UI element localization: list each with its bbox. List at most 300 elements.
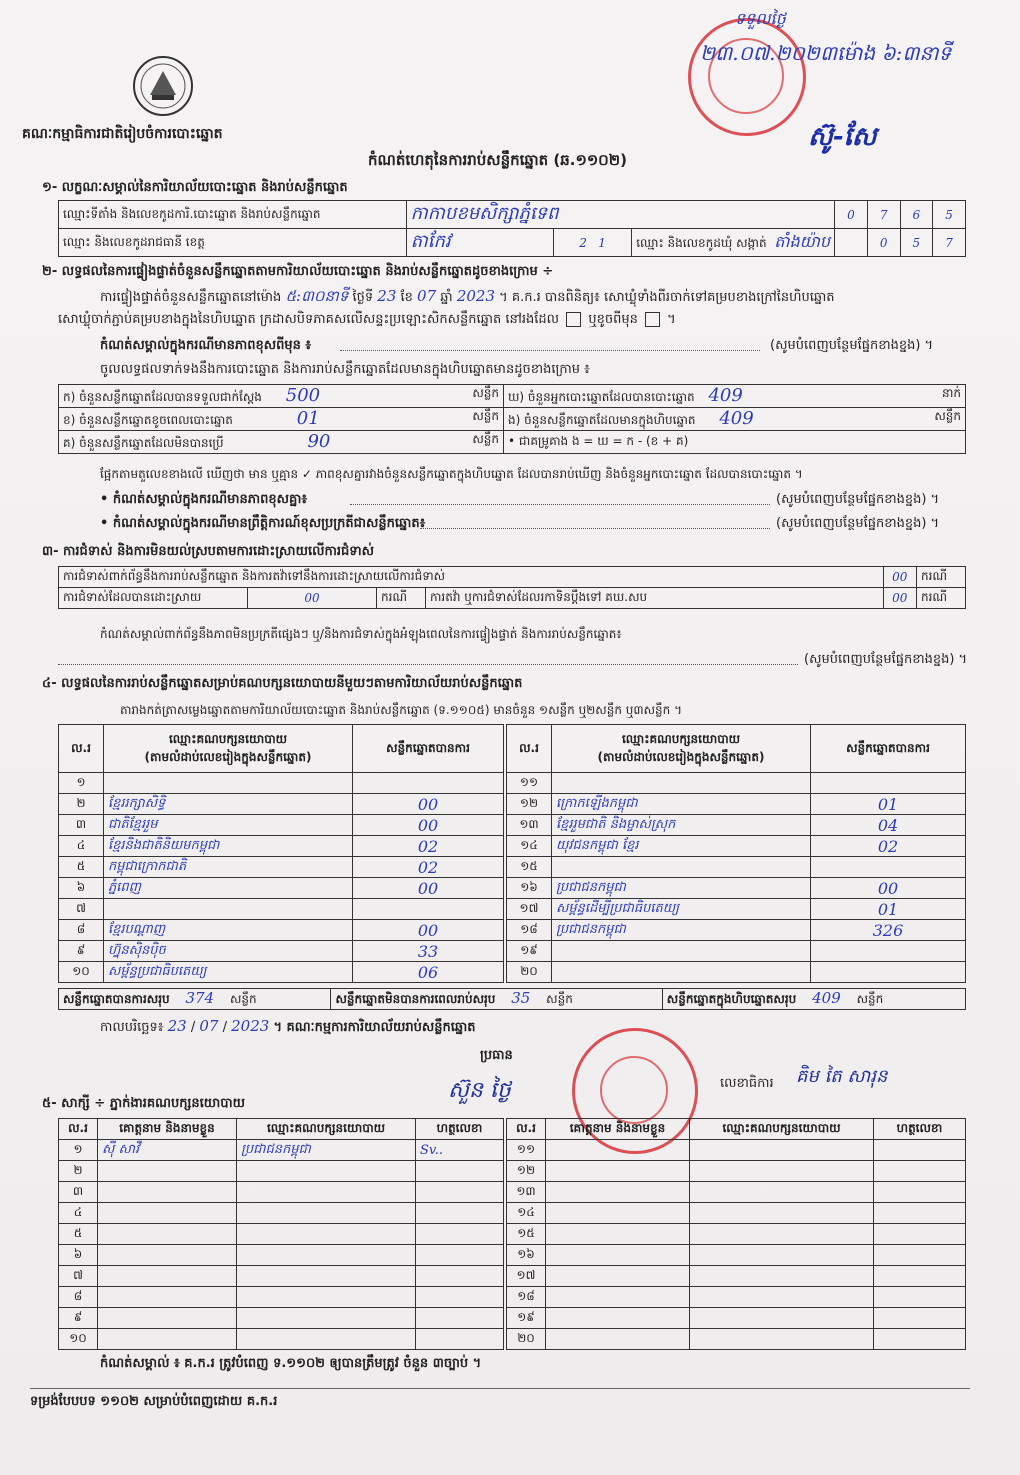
agent-row-name	[98, 1161, 237, 1182]
vote-row-no: ៣	[59, 815, 104, 836]
vote-row-party: ខ្មែរនិងជាតិនិយមកម្ពុជា	[104, 836, 353, 857]
check-line-1	[100, 288, 835, 306]
vote-row-no: ៧	[59, 899, 104, 920]
total-box-label: សន្លឹកឆ្នោតក្នុងហិបឆ្នោតសរុប	[666, 992, 797, 1006]
row-ng-unit: សន្លឹក	[934, 409, 961, 423]
complaints-table	[58, 566, 966, 609]
agent-row-no: ១០	[59, 1329, 98, 1350]
station-table	[58, 200, 966, 257]
check-line-2b: ឬខូចពីមុន	[588, 312, 638, 327]
total-box-unit: សន្លឹក	[856, 992, 884, 1006]
total-valid-unit: សន្លឹក	[229, 992, 257, 1006]
vote-row-no: ៨	[59, 920, 104, 941]
seal-name-handwritten: ស៊ូ-សែ	[808, 122, 877, 152]
vote-row-no: ១៦	[507, 878, 552, 899]
section3-note-line	[58, 664, 798, 665]
station-code-2: 7	[867, 201, 900, 229]
agent-row-name	[546, 1287, 690, 1308]
row-c-unit: សន្លឹក	[472, 432, 499, 446]
complaints-unit: ករណី	[917, 567, 966, 588]
agent-row-sign	[874, 1161, 966, 1182]
agent-row-party	[690, 1245, 874, 1266]
difference-note-line	[340, 350, 760, 351]
vote-row-party: ក្រោកឡើងកម្ពុជា	[552, 794, 811, 815]
agent-row-party	[237, 1329, 416, 1350]
row-c-label: គ) ចំនួនសន្លឹកឆ្នោតដែលមិនបានប្រើ	[63, 436, 224, 450]
vote-row-party: សម្ព័ន្ធដើម្បីប្រជាធិបតេយ្យ	[552, 899, 811, 920]
vote-row-votes: 33	[353, 941, 504, 962]
complaints-label: ការជំទាស់ពាក់ព័ន្ធនឹងការរាប់សន្លឹកឆ្នោត និងការតវ៉ាទៅនឹងការដោះស្រាយលើការជំទាស់	[59, 567, 884, 588]
resolved-unit: ករណី	[377, 588, 426, 609]
vote-row-right	[507, 773, 966, 794]
agent-row-sign	[874, 1140, 966, 1161]
agent-row-right	[507, 1224, 966, 1245]
vote-row-right	[507, 878, 966, 899]
agent-row-name	[98, 1287, 237, 1308]
vote-row-no: ១៩	[507, 941, 552, 962]
vote-row-left	[59, 815, 504, 836]
vote-row-votes: 00	[353, 815, 504, 836]
vote-row-party	[552, 857, 811, 878]
agent-row-no: ៨	[59, 1287, 98, 1308]
votes-table-right	[506, 724, 966, 983]
row-a-value: 500	[285, 385, 321, 406]
vote-row-left	[59, 962, 504, 983]
agent-row-party: ប្រជាជនកម្ពុជា	[237, 1140, 416, 1161]
vote-row-no: ២	[59, 794, 104, 815]
agent-row-party	[690, 1266, 874, 1287]
agent-row-party	[690, 1224, 874, 1245]
agent-row-name: ស៊ី សាវី	[98, 1140, 237, 1161]
agents-table-right	[506, 1118, 966, 1350]
province-code	[553, 229, 631, 257]
agent-row-name	[546, 1161, 690, 1182]
agent-row-party	[690, 1329, 874, 1350]
agent-row-party	[237, 1266, 416, 1287]
agent-row-sign	[874, 1203, 966, 1224]
appeal-label: ការតវ៉ា ឬការជំទាស់ដែលរកាទិនប្ដឹងទៅ គឃ.សប	[426, 588, 884, 609]
bullet1-line	[350, 504, 770, 505]
vote-row-party: ហ្វ៊ុនស៊ិនប៉ិច	[104, 941, 353, 962]
vote-row-right	[507, 815, 966, 836]
agent-row-no: ១២	[507, 1161, 546, 1182]
vote-row-left	[59, 773, 504, 794]
vote-row-votes: 02	[811, 836, 966, 857]
agent-row-party	[237, 1245, 416, 1266]
agent-row-left	[59, 1266, 504, 1287]
agent-row-party	[237, 1161, 416, 1182]
vote-row-no: ១៨	[507, 920, 552, 941]
agent-row-left	[59, 1308, 504, 1329]
agent-row-no: ១៨	[507, 1287, 546, 1308]
vote-row-party: ខ្មែររក្សាសិទ្ធិ	[104, 794, 353, 815]
vote-row-party	[552, 941, 811, 962]
vote-row-party: ប្រជាជនកម្ពុជា	[552, 920, 811, 941]
section1-heading: ១- លក្ខណៈសម្គាល់នៃការិយាល័យបោះឆ្នោត និងរាប់សន្លឹកឆ្នោត	[42, 180, 348, 195]
agents-col-sign: ហត្ថលេខា	[416, 1119, 504, 1140]
agent-row-party	[237, 1224, 416, 1245]
agent-row-no: ១៥	[507, 1224, 546, 1245]
appeal-unit: ករណី	[917, 588, 966, 609]
agent-row-sign	[874, 1245, 966, 1266]
agents-table-left	[58, 1118, 504, 1350]
difference-fill-note: (សូមបំពេញបន្ថែមផ្នែកខាងខ្នង) ។	[770, 338, 934, 353]
agent-row-sign	[874, 1182, 966, 1203]
agent-row-party	[237, 1203, 416, 1224]
total-valid-label: សន្លឹកឆ្នោតបានការសរុប	[63, 992, 170, 1006]
vote-row-votes: 01	[811, 794, 966, 815]
agent-row-sign	[416, 1224, 504, 1245]
section5-heading: ៥- សាក្សី ÷ ភ្នាក់ងារគណបក្សនយោបាយ	[42, 1096, 245, 1111]
agents-col-no-right: ល.រ	[507, 1119, 546, 1140]
date-year: 2023	[231, 1017, 270, 1035]
agent-row-left	[59, 1224, 504, 1245]
votes-col-no: ល.រ	[59, 725, 104, 773]
vote-row-no: ១	[59, 773, 104, 794]
agent-row-sign	[874, 1329, 966, 1350]
check-line-1b: ថ្ងៃទី	[352, 290, 374, 305]
agent-row-party	[690, 1308, 874, 1329]
agent-row-right	[507, 1203, 966, 1224]
total-invalid-value: 35	[511, 989, 531, 1007]
vote-row-no: ១៣	[507, 815, 552, 836]
received-label: ទទួលថ្ងៃ	[735, 9, 786, 28]
vote-row-party: កម្ពុជាក្រោកជាតិ	[104, 857, 353, 878]
agent-row-name	[546, 1203, 690, 1224]
agent-row-sign	[416, 1329, 504, 1350]
date-line: កាលបរិច្ឆេទ៖ 23 / 07 / 2023 ។ គណៈកម្មការការិយាល័យរាប់សន្លឹកឆ្នោត	[100, 1017, 476, 1035]
section3-note: កំណត់សម្គាល់ពាក់ព័ន្ធនឹងភាពមិនប្រក្រតីផ្សេងៗ ឬ/និងការជំទាស់ក្នុងអំឡុងពេលនៃការផ្ទៀងផ្ទាត់ និងការរាប់សន្លឹកឆ្នោត៖	[100, 627, 622, 641]
section4-heading: ៤- លទ្ធផលនៃការរាប់សន្លឹកឆ្នោតសម្រាប់គណបក្សនយោបាយនីមួយៗតាមការិយាល័យរាប់សន្លឹកឆ្នោត	[42, 676, 523, 691]
check-time-handwritten: ៥:៣០នាទី	[285, 287, 349, 305]
vote-row-votes	[811, 941, 966, 962]
vote-row-no: ៥	[59, 857, 104, 878]
agent-row-left	[59, 1182, 504, 1203]
vote-row-party: ខ្មែរបណ្ដាញ	[104, 920, 353, 941]
footer-text: ទម្រង់បែបបទ ១១០២ សម្រាប់បំពេញដោយ គ.ក.រ	[30, 1394, 278, 1409]
vote-row-no: ៦	[59, 878, 104, 899]
check-month-handwritten: 07	[417, 287, 437, 305]
agent-row-no: ៣	[59, 1182, 98, 1203]
vote-row-votes: 00	[811, 878, 966, 899]
agent-row-sign	[874, 1224, 966, 1245]
agent-row-party	[690, 1182, 874, 1203]
vote-row-party: ជាតិខ្មែររួម	[104, 815, 353, 836]
station-code-4: 5	[933, 201, 966, 229]
check-line-1a: ការផ្ទៀងផ្ទាត់ចំនួនសន្លឹកឆ្នោតនៅម៉ោង	[100, 290, 282, 305]
vote-row-no: ១០	[59, 962, 104, 983]
row-a-unit: សន្លឹក	[472, 386, 499, 400]
results-intro: ចូលលទ្ធផលទាក់ទងនឹងការបោះឆ្នោត និងការរាប់សន្លឹកឆ្នោតដែលមានក្នុងហិបឆ្នោតមានដូចខាងក្រោម ៖	[100, 362, 590, 377]
commission-name: គណៈកម្មាធិការជាតិរៀបចំការបោះឆ្នោត	[22, 126, 223, 142]
votes-col-votes: សន្លឹកឆ្នោតបានការ	[353, 725, 504, 773]
section5-note: កំណត់សម្គាល់ ៖ គ.ក.រ ត្រូវបំពេញ ទ.១១០២ ឲ្យបានត្រឹមត្រូវ ចំនួន ៣ច្បាប់ ។	[100, 1356, 482, 1371]
agent-row-right	[507, 1245, 966, 1266]
results-table	[58, 384, 966, 454]
votes-col-party: ឈ្មោះគណបក្សនយោបាយ	[168, 731, 288, 746]
difference-statement: ផ្អែកតាមតួលេខខាងលើ ឃើញថា មាន ឬគ្មាន ✓ ភាពខុសគ្នារវាងចំនួនសន្លឹកឆ្នោតក្នុងហិបឆ្នោត ដែលបានរាប់ឃើញ និងចំនួនអ្នកបោះឆ្នោត ដែលបានបោះឆ្នោត ។	[100, 467, 803, 481]
agent-row-name	[546, 1329, 690, 1350]
commune-code-2: 5	[900, 229, 933, 257]
station-label: ឈ្មោះទីតាំង និងលេខកូដការិ.បោះឆ្នោត និងរាប់សន្លឹកឆ្នោត	[59, 201, 407, 229]
vote-row-right	[507, 962, 966, 983]
agent-row-name	[546, 1266, 690, 1287]
province-name-handwritten: តាកែវ	[410, 231, 451, 252]
vote-row-right	[507, 920, 966, 941]
agent-row-no: ៦	[59, 1245, 98, 1266]
vote-row-votes	[811, 773, 966, 794]
agent-row-left	[59, 1329, 504, 1350]
row-ng-label: ង) ចំនួនសន្លឹកឆ្នោតដែលមានក្នុងហិបឆ្នោត	[508, 413, 696, 427]
agent-row-right	[507, 1161, 966, 1182]
check-line-1e: ។ គ.ក.រ បានពិនិត្យ៖ សោឃ្លុំទាំងពីរចាក់ទៅគម្របខាងក្រៅនៃហិបឆ្នោត	[499, 290, 835, 305]
agent-row-party	[237, 1182, 416, 1203]
agent-row-name	[98, 1245, 237, 1266]
vote-row-votes	[353, 899, 504, 920]
vote-row-right	[507, 941, 966, 962]
station-code-1: 0	[835, 201, 868, 229]
resolved-label: ការជំទាស់ដែលបានដោះស្រាយ	[59, 588, 248, 609]
bullet-irregularity: • កំណត់សម្គាល់ក្នុងករណីមានព្រឹត្តិការណ៍ខុសប្រក្រតីជាសន្លឹកឆ្នោត៖	[100, 516, 426, 531]
agent-row-left	[59, 1287, 504, 1308]
agent-row-name	[546, 1224, 690, 1245]
total-invalid-label: សន្លឹកឆ្នោតមិនបានការពេលរាប់សរុប	[335, 992, 496, 1006]
vote-row-left	[59, 836, 504, 857]
vote-row-votes: 00	[353, 920, 504, 941]
station-name-handwritten: កាកាបខមសិក្សាភ្នំទេព	[410, 203, 559, 224]
vote-row-right	[507, 794, 966, 815]
row-w-label: ឃ) ចំនួនអ្នកបោះឆ្នោតដែលបានបោះឆ្នោត	[508, 390, 695, 404]
total-box-value: 409	[812, 989, 841, 1007]
province-label: ឈ្មោះ និងលេខកូដរាជធានី ខេត្ត	[59, 229, 407, 257]
agent-row-right	[507, 1140, 966, 1161]
agent-row-party	[237, 1308, 416, 1329]
agent-row-no: ១	[59, 1140, 98, 1161]
agent-row-party	[690, 1203, 874, 1224]
agent-row-name	[546, 1245, 690, 1266]
intact-checkbox[interactable]	[566, 312, 581, 327]
vote-row-party	[104, 773, 353, 794]
agent-row-name	[98, 1266, 237, 1287]
vote-row-votes: 02	[353, 836, 504, 857]
vote-row-left	[59, 857, 504, 878]
agent-row-sign	[416, 1203, 504, 1224]
section4-intro: តារាងកត់ត្រាសម្លេងឆ្នោតតាមការិយាល័យបោះឆ្នោត និងរាប់សន្លឹកឆ្នោត (ទ.១១០៥) មានចំនួន ១សន្លឹក ឬ២សន្លឹក ឬ៣សន្លឹក ។	[120, 703, 683, 717]
vote-row-party: ខ្មែររួមជាតិ និងម្ចាស់ស្រុក	[552, 815, 811, 836]
vote-row-left	[59, 878, 504, 899]
agent-row-right	[507, 1182, 966, 1203]
agent-row-right	[507, 1287, 966, 1308]
station-code-3: 6	[900, 201, 933, 229]
row-ng-value: 409	[719, 408, 754, 429]
check-day-handwritten: 23	[377, 287, 397, 305]
section3-heading: ៣- ការជំទាស់ និងការមិនយល់ស្របតាមការដោះស្រាយលើការជំទាស់	[42, 544, 374, 559]
vote-row-party	[552, 962, 811, 983]
vote-row-party: ប្រជាជនកម្ពុជា	[552, 878, 811, 899]
agent-row-left	[59, 1161, 504, 1182]
bullet2-line	[420, 528, 770, 529]
agent-row-sign	[416, 1161, 504, 1182]
vote-row-votes	[353, 773, 504, 794]
damaged-checkbox[interactable]	[645, 312, 660, 327]
footer-divider	[30, 1388, 970, 1389]
agent-row-no: ១៧	[507, 1266, 546, 1287]
row-b-value: 01	[296, 408, 320, 429]
vote-row-left	[59, 794, 504, 815]
vote-row-no: ១១	[507, 773, 552, 794]
vote-row-right	[507, 899, 966, 920]
check-line-2a: សោឃ្លុំចាក់ភ្ជាប់គម្របខាងក្នុងនៃហិបឆ្នោត ក្រដាសបិទភាគសលើសន្ទះប្រឡោះសិកសន្លឹកឆ្នោត នៅរងដែល	[58, 312, 560, 327]
nec-emblem-icon	[132, 55, 194, 117]
bullet1-fill-note: (សូមបំពេញបន្ថែមផ្នែកខាងខ្នង) ។	[776, 492, 940, 507]
vote-row-left	[59, 920, 504, 941]
vote-row-party: យុវជនកម្ពុជា ខ្មែរ	[552, 836, 811, 857]
agent-row-right	[507, 1266, 966, 1287]
agent-row-sign	[874, 1308, 966, 1329]
agent-row-party	[690, 1161, 874, 1182]
totals-table	[58, 988, 966, 1010]
agent-row-name	[98, 1182, 237, 1203]
commune-code-1: 0	[867, 229, 900, 257]
agent-row-no: ១៣	[507, 1182, 546, 1203]
vote-row-party: សម្ព័ន្ធប្រជាធិបតេយ្យ	[104, 962, 353, 983]
vote-row-no: ១២	[507, 794, 552, 815]
agent-row-name	[546, 1182, 690, 1203]
agents-col-no: ល.រ	[59, 1119, 98, 1140]
agent-row-no: ២	[59, 1161, 98, 1182]
date-month: 07	[199, 1017, 219, 1035]
agent-row-party	[237, 1287, 416, 1308]
agent-row-no: ៥	[59, 1224, 98, 1245]
agent-row-name	[98, 1203, 237, 1224]
votes-col-party-right: ឈ្មោះគណបក្សនយោបាយ	[621, 731, 741, 746]
vote-row-votes: 04	[811, 815, 966, 836]
vote-row-no: ១៤	[507, 836, 552, 857]
agent-row-sign	[874, 1266, 966, 1287]
vote-row-votes: 01	[811, 899, 966, 920]
province-code-1: 2	[579, 235, 587, 250]
formula: • ជាគម្រូគាង ង = ឃ = ក - (ខ + គ)	[504, 431, 966, 454]
province-code-2: 1	[598, 235, 606, 250]
received-date-handwritten: ២៣.០៧.២០២៣ម៉ោង ៦:៣នាទី	[700, 41, 952, 65]
vote-row-votes: 00	[353, 878, 504, 899]
vote-row-left	[59, 941, 504, 962]
agent-row-right	[507, 1308, 966, 1329]
agent-row-sign	[416, 1182, 504, 1203]
agent-row-sign	[416, 1308, 504, 1329]
date-label: កាលបរិច្ឆេទ៖	[100, 1020, 164, 1035]
row-a-label: ក) ចំនួនសន្លឹកឆ្នោតដែលបានទទួលជាក់ស្ដែង	[63, 390, 262, 404]
vote-row-votes	[811, 962, 966, 983]
vote-row-votes: 326	[811, 920, 966, 941]
secretary-label: លេខាធិការ	[720, 1076, 774, 1091]
appeal-value: 00	[883, 588, 916, 609]
vote-row-votes	[811, 857, 966, 878]
agent-row-no: ១៦	[507, 1245, 546, 1266]
row-b-unit: សន្លឹក	[472, 409, 499, 423]
row-w-value: 409	[708, 385, 743, 406]
agent-row-sign	[416, 1287, 504, 1308]
agent-row-name	[98, 1224, 237, 1245]
vote-row-left	[59, 899, 504, 920]
official-stamp-inner	[600, 1056, 668, 1124]
bullet2-fill-note: (សូមបំពេញបន្ថែមផ្នែកខាងខ្នង) ។	[776, 516, 940, 531]
agent-row-sign	[874, 1287, 966, 1308]
vote-row-party	[552, 773, 811, 794]
agent-row-left	[59, 1140, 504, 1161]
commune-label: ឈ្មោះ និងលេខកូដឃុំ សង្កាត់	[636, 235, 767, 250]
form-title: កំណត់ហេតុនៃការរាប់សន្លឹកឆ្នោត (ឆ.១១០២)	[368, 151, 628, 169]
agents-col-party: ឈ្មោះគណបក្សនយោបាយ	[237, 1119, 416, 1140]
votes-col-votes-right: សន្លឹកឆ្នោតបានការ	[811, 725, 966, 773]
row-c-value: 90	[307, 431, 331, 452]
vote-row-party: ភ្នំពេញ	[104, 878, 353, 899]
vote-row-votes: 00	[353, 794, 504, 815]
complaints-value: 00	[883, 567, 916, 588]
total-valid-value: 374	[185, 989, 215, 1007]
check-year-handwritten: 2023	[456, 287, 495, 305]
agent-row-no: ២០	[507, 1329, 546, 1350]
commune-code-3: 7	[933, 229, 966, 257]
agents-col-name-right: គោត្តនាម និងនាមខ្លួន	[546, 1119, 690, 1140]
section3-fill-note: (សូមបំពេញបន្ថែមផ្នែកខាងខ្នង) ។	[804, 652, 968, 667]
check-line-2: សោឃ្លុំចាក់ភ្ជាប់គម្របខាងក្នុងនៃហិបឆ្នោត ក្រដាសបិទភាគសលើសន្ទះប្រឡោះសិកសន្លឹកឆ្នោត នៅរងដែល ឬខូចពីមុន ។	[58, 312, 676, 327]
agent-row-no: ៤	[59, 1203, 98, 1224]
agents-col-name: គោត្តនាម និងនាមខ្លួន	[98, 1119, 237, 1140]
date-day: 23	[167, 1017, 187, 1035]
row-w-unit: នាក់	[941, 386, 961, 400]
vote-row-no: ៩	[59, 941, 104, 962]
agent-row-no: ១១	[507, 1140, 546, 1161]
check-line-1d: ឆ្នាំ	[440, 290, 453, 305]
vote-row-votes: 06	[353, 962, 504, 983]
commune-name-handwritten: តាំងយ៉ាប	[774, 231, 831, 251]
vote-row-no: ៤	[59, 836, 104, 857]
bullet-difference: • កំណត់សម្គាល់ក្នុងករណីមានភាពខុសគ្នា៖	[100, 492, 308, 507]
agent-row-sign	[416, 1266, 504, 1287]
votes-col-party-sub-right: (តាមលំដាប់លេខរៀងក្នុងសន្លឹកឆ្នោត)	[597, 749, 765, 764]
difference-note-label: កំណត់សម្គាល់ក្នុងករណីមានភាពខុសពីមុន ៖	[100, 338, 312, 353]
agent-row-no: ៩	[59, 1308, 98, 1329]
agent-row-left	[59, 1203, 504, 1224]
agent-row-sign	[416, 1245, 504, 1266]
check-line-1c: ខែ	[400, 290, 413, 305]
vote-row-no: ១៧	[507, 899, 552, 920]
vote-row-votes: 02	[353, 857, 504, 878]
agent-row-left	[59, 1245, 504, 1266]
resolved-value: 00	[248, 588, 377, 609]
agent-row-sign: Sv..	[416, 1140, 504, 1161]
chair-label: ប្រធាន	[480, 1048, 513, 1063]
vote-row-right	[507, 836, 966, 857]
agent-row-name	[98, 1308, 237, 1329]
agent-row-party	[690, 1140, 874, 1161]
vote-row-party	[104, 899, 353, 920]
secretary-signature: គិម តៃ សារុន	[796, 1066, 888, 1087]
vote-row-right	[507, 857, 966, 878]
total-invalid-unit: សន្លឹក	[546, 992, 573, 1006]
votes-table-left	[58, 724, 504, 983]
votes-col-party-sub: (តាមលំដាប់លេខរៀងក្នុងសន្លឹកឆ្នោត)	[144, 749, 312, 764]
agent-row-no: ១៤	[507, 1203, 546, 1224]
agent-row-party	[690, 1287, 874, 1308]
agent-row-name	[546, 1140, 690, 1161]
agents-col-party-right: ឈ្មោះគណបក្សនយោបាយ	[690, 1119, 874, 1140]
agents-col-sign-right: ហត្ថលេខា	[874, 1119, 966, 1140]
agent-row-name	[546, 1308, 690, 1329]
chair-signature: ស៊ួន ថ្ងៃ	[448, 1078, 511, 1103]
agent-row-right	[507, 1329, 966, 1350]
